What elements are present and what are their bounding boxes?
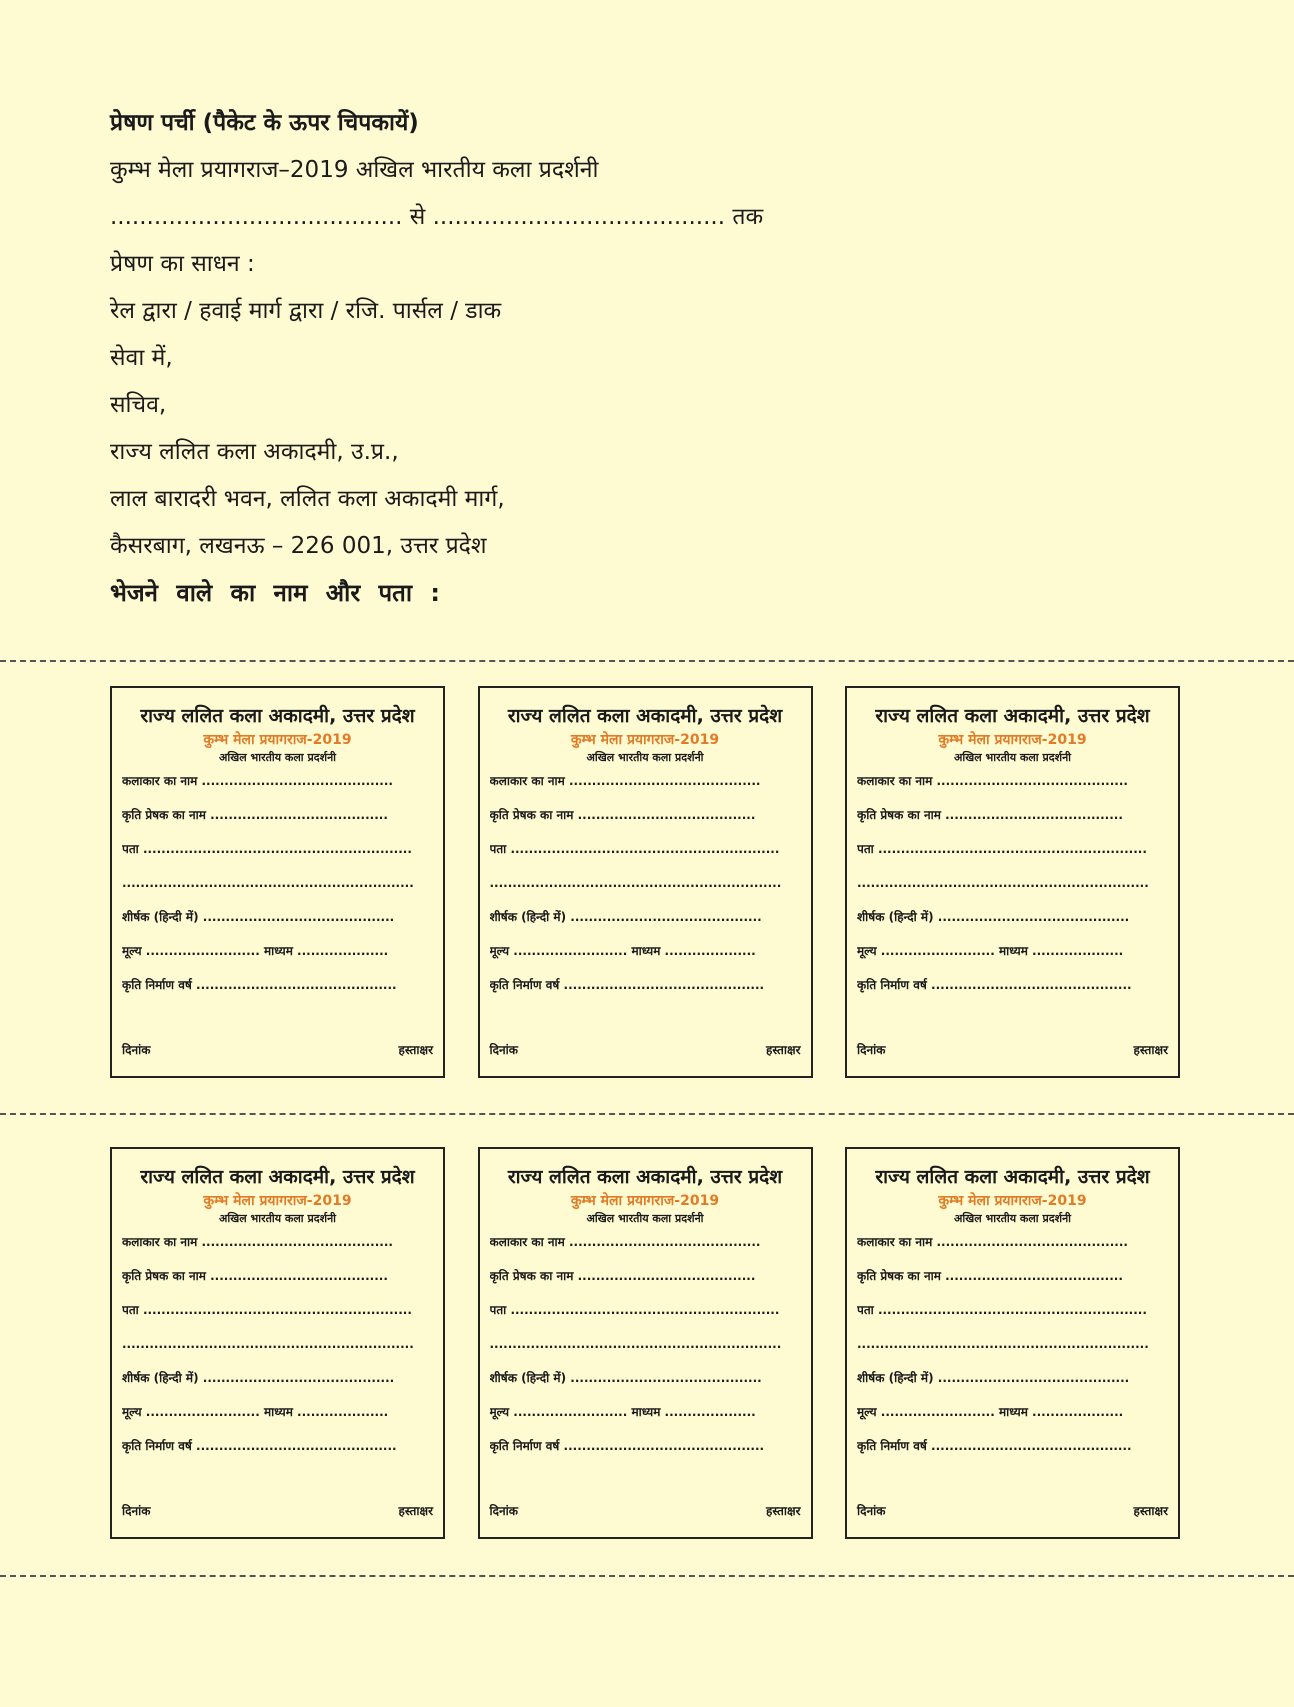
address-field: पता ........................................................... — [857, 1303, 1147, 1317]
year-field: कृति निर्माण वर्ष ............................................ — [857, 978, 1132, 992]
exhibition-line: कुम्भ मेला प्रयागराज–2019 अखिल भारतीय कला प्रदर्शनी — [110, 157, 599, 183]
date-label: दिनांक — [122, 1504, 151, 1518]
year-field: कृति निर्माण वर्ष ............................................ — [857, 1439, 1132, 1453]
artist-name-field: कलाकार का नाम .......................................... — [857, 1235, 1128, 1249]
card-footer — [490, 1041, 801, 1058]
address-field: पता ........................................................... — [489, 1303, 780, 1317]
secretary-line: सचिव, — [110, 392, 167, 418]
sender-name-field: कृति प्रेषक का नाम ....................................... — [489, 808, 756, 822]
card-small: अखिल भारतीय कला प्रदर्शनी — [586, 751, 704, 764]
card-subtitle: कुम्भ मेला प्रयागराज-2019 — [570, 732, 720, 748]
mode-options: रेल द्वारा / हवाई मार्ग द्वारा / रजि. पार्सल / डाक — [110, 298, 502, 324]
card-small: अखिल भारतीय कला प्रदर्शनी — [953, 751, 1072, 764]
artist-name-field: कलाकार का नाम .......................................... — [857, 774, 1128, 788]
from-to-line: ........................................ से ........................................ तक — [110, 204, 764, 230]
signature-label: हस्ताक्षर — [398, 1504, 433, 1518]
title-hindi-field: शीर्षक (हिन्दी में) .......................................... — [489, 1371, 762, 1385]
address-field: पता ........................................................... — [122, 842, 412, 856]
artwork-label-card — [478, 686, 813, 1078]
card-title: राज्य ललित कला अकादमी, उत्तर प्रदेश — [140, 705, 415, 727]
card-footer — [857, 1502, 1168, 1519]
sender-name-field: कृति प्रेषक का नाम ....................................... — [122, 808, 388, 822]
price-medium-field: मूल्य ......................... माध्यम .................... — [857, 1405, 1124, 1419]
date-label: दिनांक — [122, 1043, 151, 1057]
card-title: राज्य ललित कला अकादमी, उत्तर प्रदेश — [140, 1166, 415, 1188]
sender-label: भेजने वाले का नाम और पता : — [110, 579, 440, 607]
year-field: कृति निर्माण वर्ष ............................................ — [122, 978, 397, 992]
address-line-2: कैसरबाग, लखनऊ – 226 001, उत्तर प्रदेश — [110, 533, 487, 559]
signature-label: हस्ताक्षर — [1133, 1043, 1168, 1057]
address-field: पता ........................................................... — [489, 842, 780, 856]
card-footer — [122, 1041, 433, 1058]
artwork-label-card — [845, 1147, 1180, 1539]
address-field: पता ........................................................... — [122, 1303, 412, 1317]
card-small: अखिल भारतीय कला प्रदर्शनी — [218, 1212, 337, 1225]
card-title: राज्य ललित कला अकादमी, उत्तर प्रदेश — [875, 705, 1150, 727]
artist-name-field: कलाकार का नाम .......................................... — [489, 774, 761, 788]
title-hindi-field: शीर्षक (हिन्दी में) .......................................... — [122, 1371, 395, 1385]
sender-name-field: कृति प्रेषक का नाम ....................................... — [857, 1269, 1123, 1283]
title-hindi-field: शीर्षक (हिन्दी में) .......................................... — [122, 910, 395, 924]
signature-label: हस्ताक्षर — [398, 1043, 433, 1057]
artwork-label-card — [845, 686, 1180, 1078]
artist-name-field: कलाकार का नाम .......................................... — [122, 1235, 393, 1249]
title-hindi-field: शीर्षक (हिन्दी में) .......................................... — [857, 1371, 1130, 1385]
price-medium-field: मूल्य ......................... माध्यम .................... — [857, 944, 1124, 958]
address-continued-field: ................................................................ — [122, 1337, 414, 1351]
sender-name-field: कृति प्रेषक का नाम ....................................... — [489, 1269, 756, 1283]
address-continued-field: ................................................................ — [122, 876, 414, 890]
artist-name-field: कलाकार का नाम .......................................... — [122, 774, 393, 788]
card-footer — [122, 1502, 433, 1519]
signature-label: हस्ताक्षर — [765, 1043, 801, 1057]
mode-label: प्रेषण का साधन : — [110, 251, 255, 277]
price-medium-field: मूल्य ......................... माध्यम .................... — [489, 944, 756, 958]
address-line-1: लाल बारादरी भवन, ललित कला अकादमी मार्ग, — [110, 486, 505, 512]
artwork-label-card — [478, 1147, 813, 1539]
signature-label: हस्ताक्षर — [1133, 1504, 1168, 1518]
date-label: दिनांक — [489, 1504, 518, 1518]
address-continued-field: ................................................................ — [857, 1337, 1149, 1351]
price-medium-field: मूल्य ......................... माध्यम .................... — [122, 944, 389, 958]
price-medium-field: मूल्य ......................... माध्यम .................... — [489, 1405, 756, 1419]
address-field: पता ........................................................... — [857, 842, 1147, 856]
card-subtitle: कुम्भ मेला प्रयागराज-2019 — [570, 1193, 720, 1209]
academy-line: राज्य ललित कला अकादमी, उ.प्र., — [110, 439, 399, 465]
date-label: दिनांक — [857, 1043, 886, 1057]
address-continued-field: ................................................................ — [857, 876, 1149, 890]
card-footer — [857, 1041, 1168, 1058]
year-field: कृति निर्माण वर्ष ............................................ — [489, 1439, 765, 1453]
card-title: राज्य ललित कला अकादमी, उत्तर प्रदेश — [507, 705, 783, 727]
to-line: सेवा में, — [110, 345, 173, 371]
address-continued-field: ................................................................ — [489, 876, 782, 890]
title-hindi-field: शीर्षक (हिन्दी में) .......................................... — [489, 910, 762, 924]
card-subtitle: कुम्भ मेला प्रयागराज-2019 — [203, 1193, 352, 1209]
label-row-1 — [110, 686, 1180, 1078]
price-medium-field: मूल्य ......................... माध्यम .................... — [122, 1405, 389, 1419]
card-title: राज्य ललित कला अकादमी, उत्तर प्रदेश — [875, 1166, 1150, 1188]
card-subtitle: कुम्भ मेला प्रयागराज-2019 — [203, 732, 352, 748]
card-small: अखिल भारतीय कला प्रदर्शनी — [953, 1212, 1072, 1225]
sender-name-field: कृति प्रेषक का नाम ....................................... — [122, 1269, 388, 1283]
artwork-label-card — [110, 686, 445, 1078]
year-field: कृति निर्माण वर्ष ............................................ — [122, 1439, 397, 1453]
address-continued-field: ................................................................ — [489, 1337, 782, 1351]
slip-heading: प्रेषण पर्ची (पैकेट के ऊपर चिपकायें) — [110, 110, 419, 136]
year-field: कृति निर्माण वर्ष ............................................ — [489, 978, 765, 992]
title-hindi-field: शीर्षक (हिन्दी में) .......................................... — [857, 910, 1130, 924]
signature-label: हस्ताक्षर — [765, 1504, 801, 1518]
card-footer — [490, 1502, 801, 1519]
sender-name-field: कृति प्रेषक का नाम ....................................... — [857, 808, 1123, 822]
card-title: राज्य ललित कला अकादमी, उत्तर प्रदेश — [507, 1166, 783, 1188]
dispatch-slip — [110, 108, 1010, 625]
card-small: अखिल भारतीय कला प्रदर्शनी — [218, 751, 337, 764]
cut-line — [0, 1113, 1294, 1115]
card-small: अखिल भारतीय कला प्रदर्शनी — [586, 1212, 704, 1225]
card-subtitle: कुम्भ मेला प्रयागराज-2019 — [938, 1193, 1087, 1209]
cut-line — [0, 660, 1294, 662]
artist-name-field: कलाकार का नाम .......................................... — [489, 1235, 761, 1249]
date-label: दिनांक — [857, 1504, 886, 1518]
card-subtitle: कुम्भ मेला प्रयागराज-2019 — [938, 732, 1087, 748]
date-label: दिनांक — [489, 1043, 518, 1057]
cut-line — [0, 1575, 1294, 1577]
label-row-2 — [110, 1147, 1180, 1539]
artwork-label-card — [110, 1147, 445, 1539]
